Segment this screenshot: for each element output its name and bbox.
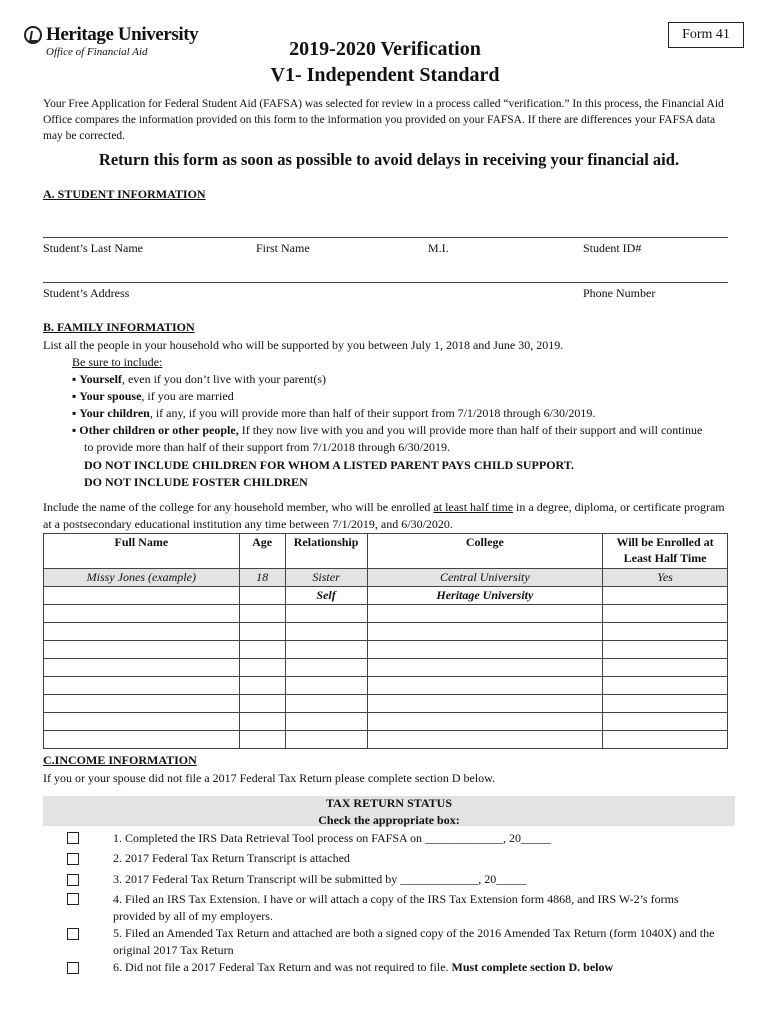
cell-name[interactable]: [44, 605, 240, 623]
cell-relationship[interactable]: [285, 623, 367, 641]
table-row: [44, 623, 728, 641]
table-header-row: [44, 534, 728, 569]
cell-age[interactable]: [239, 713, 285, 731]
cell-age[interactable]: [239, 677, 285, 695]
cell-name[interactable]: [44, 587, 240, 605]
cell-enrolled[interactable]: [603, 641, 728, 659]
student-name-line[interactable]: [43, 237, 728, 238]
table-row-example: [44, 569, 728, 587]
college-instruction-pre: Include the name of the college for any household member, who will be enrolled: [43, 500, 434, 514]
bullet-yourself-bold: Yourself: [79, 372, 122, 386]
cell-college: Central University: [367, 569, 603, 587]
cell-name: Missy Jones (example): [44, 569, 240, 587]
cell-age[interactable]: [239, 659, 285, 677]
table-row: [44, 677, 728, 695]
mi-label: M.I.: [428, 241, 449, 255]
cell-age: 18: [239, 569, 285, 587]
form-number-box: Form 41: [668, 22, 744, 48]
return-reminder: Return this form as soon as possible to avoid delays in receiving your financial aid.: [98, 150, 680, 169]
cell-enrolled[interactable]: [603, 623, 728, 641]
bullet-spouse-bold: Your spouse: [79, 389, 142, 403]
cell-age[interactable]: [239, 641, 285, 659]
cell-enrolled[interactable]: [603, 587, 728, 605]
cell-name[interactable]: [44, 713, 240, 731]
cell-college[interactable]: [367, 731, 603, 749]
household-table: [43, 533, 728, 749]
bullet-other-bold: Other children or other people,: [79, 423, 239, 437]
logo-title: Heritage University: [46, 24, 199, 45]
option-2-label: 2. 2017 Federal Tax Return Transcript is attached: [113, 851, 350, 865]
family-instruction: List all the people in your household who will be supported by you between July 1, 2018 and June 30, 2019.: [43, 338, 564, 352]
tax-status-title: TAX RETURN STATUS: [325, 796, 453, 810]
cell-college[interactable]: [367, 713, 603, 731]
cell-age[interactable]: [239, 731, 285, 749]
cell-college[interactable]: [367, 677, 603, 695]
option-4-checkbox[interactable]: [67, 893, 79, 905]
option-6-bold: Must complete section D. below: [451, 960, 614, 974]
heritage-logo-icon: [24, 26, 42, 44]
table-row: [44, 659, 728, 677]
bullet-children: ▪ Your children, if any, if you will provide more than half of their support from 7/1/2018 through 6/30/2019.: [72, 406, 596, 420]
section-c-heading: C.INCOME INFORMATION: [43, 753, 197, 767]
cell-enrolled[interactable]: [603, 731, 728, 749]
logo-subtitle: Office of Financial Aid: [46, 46, 148, 58]
cell-college: Heritage University: [367, 587, 603, 605]
cell-enrolled[interactable]: [603, 605, 728, 623]
cell-name[interactable]: [44, 731, 240, 749]
cell-age[interactable]: [239, 605, 285, 623]
bullet-other: ▪ Other children or other people, If they now live with you and you will provide more than half of their support and will continue to provide more than half of their support from 7/1/2018 through 6/30/2019.: [72, 423, 703, 454]
cell-name[interactable]: [44, 641, 240, 659]
cell-enrolled[interactable]: [603, 713, 728, 731]
cell-relationship[interactable]: [285, 695, 367, 713]
phone-label: Phone Number: [583, 286, 656, 300]
college-instruction-post: in a degree, diploma, or certificate program at a postsecondary educational institution any time between 7/1/2019, and 6/30/2020.: [43, 500, 725, 531]
option-5-checkbox[interactable]: [67, 928, 79, 940]
section-b-heading: B. FAMILY INFORMATION: [43, 320, 195, 334]
cell-college[interactable]: [367, 623, 603, 641]
bullet-spouse-text: , if you are married: [141, 389, 234, 403]
col-enrolled: Will be Enrolled at Least Half Time: [603, 534, 728, 569]
heritage-logo: [24, 24, 199, 64]
option-1-label: 1. Completed the IRS Data Retrieval Tool process on FAFSA on _____________, 20_____: [113, 831, 552, 845]
option-3-checkbox[interactable]: [67, 874, 79, 886]
option-5-label: 5. Filed an Amended Tax Return and attached are both a signed copy of the 2016 Amended Tax Return (form 1040X) and the original 2017 Tax Return: [113, 926, 715, 957]
cell-relationship[interactable]: [285, 641, 367, 659]
cell-relationship[interactable]: [285, 605, 367, 623]
income-instruction: If you or your spouse did not file a 2017 Federal Tax Return please complete section D below.: [43, 771, 496, 785]
section-a-heading: A. STUDENT INFORMATION: [43, 187, 206, 201]
table-row: [44, 695, 728, 713]
cell-relationship[interactable]: [285, 677, 367, 695]
cell-enrolled: Yes: [603, 569, 728, 587]
option-6-text: 6. Did not file a 2017 Federal Tax Return and was not required to file.: [113, 960, 452, 974]
option-4-label: 4. Filed an IRS Tax Extension. I have or will attach a copy of the IRS Tax Extension form 4868, and IRS W-2’s forms provided by all of my employers.: [113, 892, 679, 923]
bullet-spouse: ▪ Your spouse, if you are married: [72, 389, 234, 403]
cell-name[interactable]: [44, 623, 240, 641]
college-instruction: [43, 499, 735, 533]
cell-college[interactable]: [367, 695, 603, 713]
col-full-name: Full Name: [44, 534, 240, 569]
col-age: Age: [239, 534, 285, 569]
cell-college[interactable]: [367, 641, 603, 659]
cell-college[interactable]: [367, 605, 603, 623]
cell-college[interactable]: [367, 659, 603, 677]
cell-enrolled[interactable]: [603, 659, 728, 677]
table-row: [44, 713, 728, 731]
cell-enrolled[interactable]: [603, 677, 728, 695]
bullet-children-bold: Your children: [79, 406, 150, 420]
table-row: [44, 731, 728, 749]
warning-foster: DO NOT INCLUDE FOSTER CHILDREN: [84, 475, 308, 489]
option-3-label: 3. 2017 Federal Tax Return Transcript will be submitted by _____________, 20_____: [113, 872, 527, 886]
bullet-other-text: If they now live with you and you will provide more than half of their support and will continue to provide more than half of their support from 7/1/2018 through 6/30/2019.: [84, 423, 703, 454]
bullet-children-text: , if any, if you will provide more than half of their support from 7/1/2018 through 6/30/2019.: [149, 406, 596, 420]
cell-name[interactable]: [44, 659, 240, 677]
cell-relationship[interactable]: [285, 713, 367, 731]
cell-name[interactable]: [44, 677, 240, 695]
first-name-label: First Name: [256, 241, 310, 255]
option-6-checkbox[interactable]: [67, 962, 79, 974]
cell-relationship[interactable]: [285, 731, 367, 749]
be-sure-label: Be sure to include:: [72, 355, 163, 369]
table-row: [44, 605, 728, 623]
intro-paragraph: Your Free Application for Federal Student Aid (FAFSA) was selected for review in a process called “verification.” In this process, the Financial Aid Office compares the information provided on this form to the information you provided on your FAFSA. If there are differences your FAFSA data may be corrected.: [43, 98, 724, 142]
page-title: 2019-2020 Verification: [289, 38, 481, 60]
bullet-yourself-text: , even if you don’t live with your parent(s): [121, 372, 327, 386]
cell-age[interactable]: [239, 587, 285, 605]
student-address-line[interactable]: [43, 282, 728, 283]
cell-relationship[interactable]: [285, 659, 367, 677]
bullet-yourself: ▪ Yourself, even if you don’t live with your parent(s): [72, 372, 327, 386]
option-6-label: [113, 959, 723, 976]
cell-age[interactable]: [239, 695, 285, 713]
warning-child-support: DO NOT INCLUDE CHILDREN FOR WHOM A LISTED PARENT PAYS CHILD SUPPORT.: [84, 458, 574, 472]
cell-age[interactable]: [239, 623, 285, 641]
cell-relationship: Self: [285, 587, 367, 605]
col-relationship: Relationship: [285, 534, 367, 569]
cell-enrolled[interactable]: [603, 695, 728, 713]
option-1-checkbox[interactable]: [67, 832, 79, 844]
last-name-label: Student’s Last Name: [43, 241, 143, 255]
option-2-checkbox[interactable]: [67, 853, 79, 865]
tax-status-subtitle: Check the appropriate box:: [318, 813, 460, 827]
table-row-self: [44, 587, 728, 605]
table-row: [44, 641, 728, 659]
col-college: College: [367, 534, 603, 569]
address-label: Student’s Address: [43, 286, 130, 300]
student-id-label: Student ID#: [583, 241, 642, 255]
college-instruction-underline: at least half time: [433, 500, 514, 514]
cell-name[interactable]: [44, 695, 240, 713]
cell-relationship: Sister: [285, 569, 367, 587]
page-subtitle: V1- Independent Standard: [270, 64, 500, 86]
